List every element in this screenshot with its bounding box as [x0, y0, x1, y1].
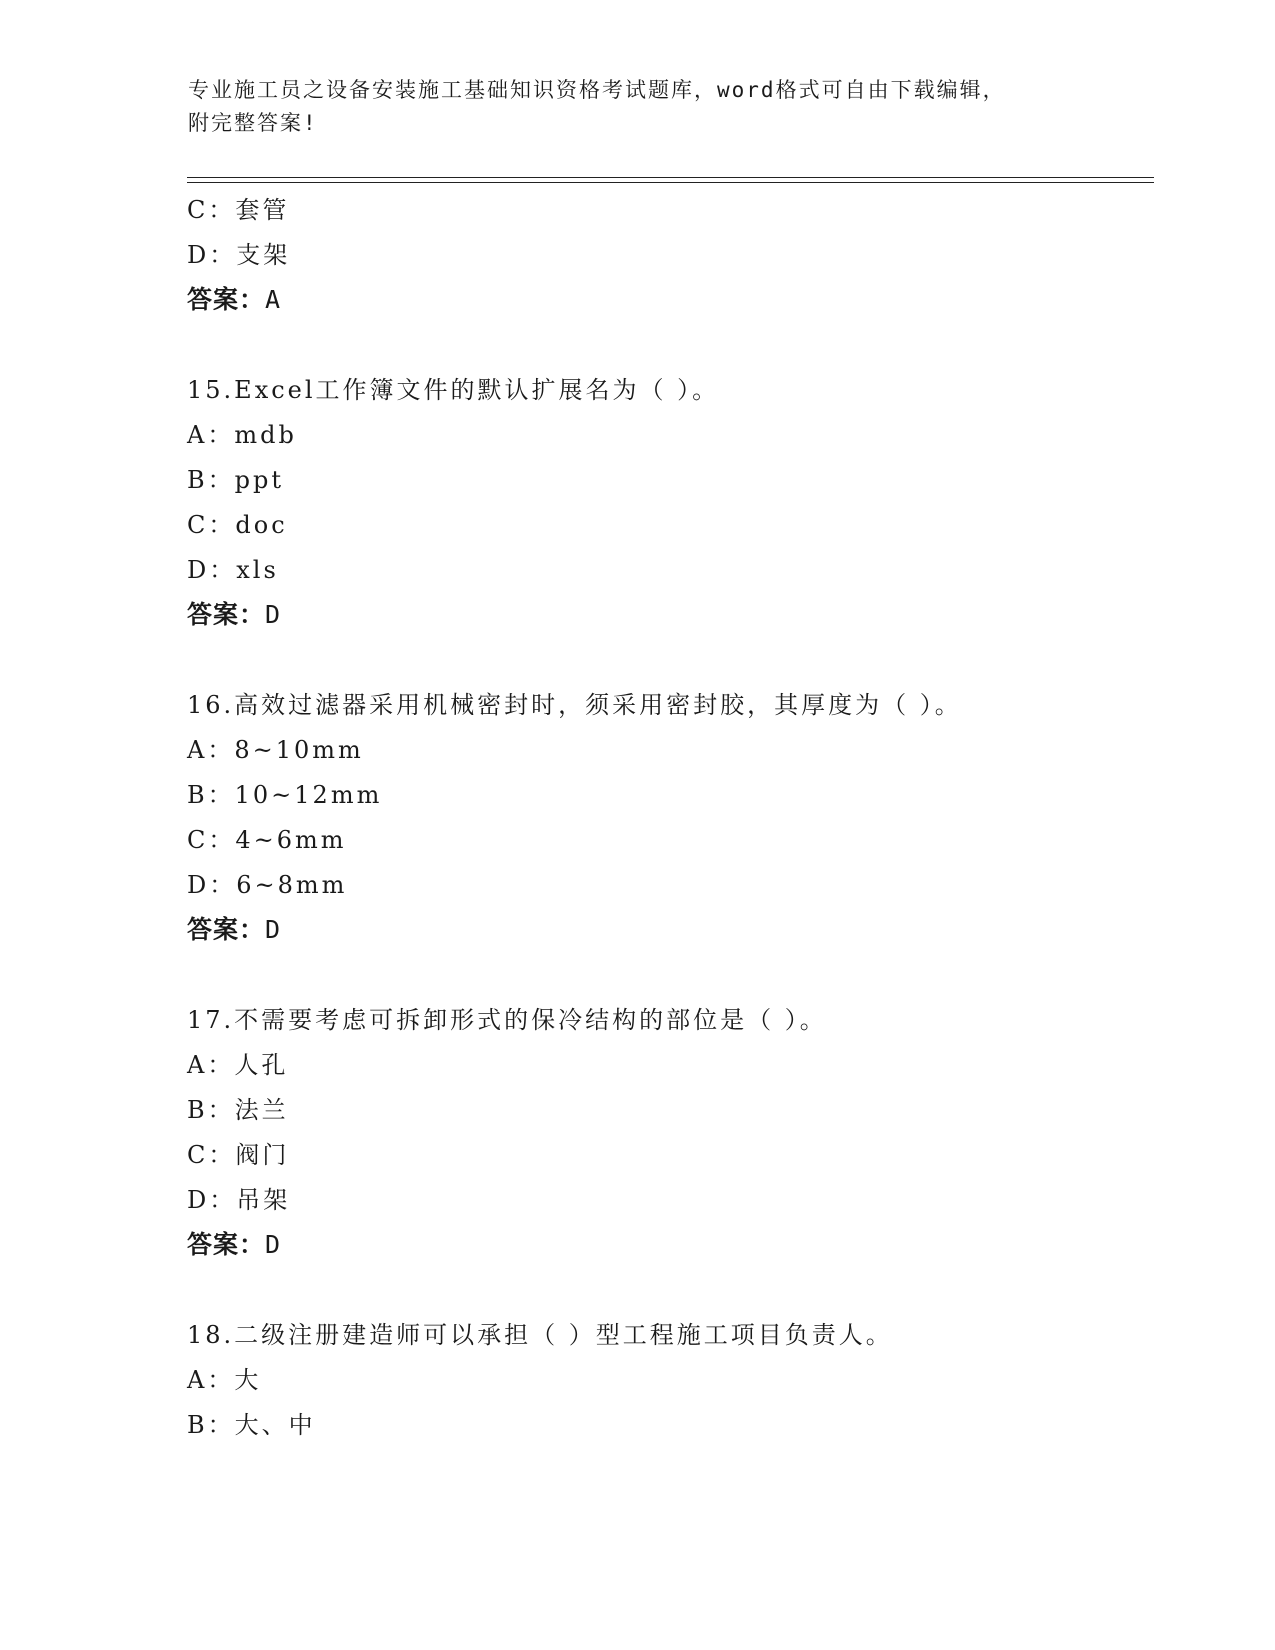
option-text: 大、中 — [234, 1411, 316, 1439]
option-letter: C： — [187, 196, 236, 224]
option-letter: C： — [187, 1141, 236, 1169]
option-text: mdb — [234, 421, 297, 449]
option-letter: B： — [187, 781, 235, 809]
option-letter: D： — [187, 241, 237, 269]
q17-option-a — [187, 1050, 288, 1080]
answer-label: 答案： — [187, 600, 266, 629]
option-text: 吊架 — [236, 1186, 291, 1214]
option-text: doc — [235, 511, 288, 539]
option-letter: A： — [187, 736, 235, 764]
q16-answer — [187, 915, 281, 945]
q16-question: 16.高效过滤器采用机械密封时，须采用密封胶，其厚度为（ ）。 — [187, 691, 962, 719]
answer-value: D — [265, 915, 282, 944]
answer-label: 答案： — [187, 1230, 266, 1259]
q15-option-c — [187, 510, 288, 540]
answer-label: 答案： — [187, 285, 266, 314]
q18-option-b — [187, 1410, 316, 1440]
header-divider-bottom — [187, 182, 1154, 183]
option-letter: D： — [187, 871, 237, 899]
option-text: ppt — [234, 466, 285, 494]
answer-value: D — [265, 1230, 282, 1259]
q15-answer — [187, 600, 281, 630]
q17-question: 17.不需要考虑可拆卸形式的保冷结构的部位是（ ）。 — [187, 1006, 827, 1034]
q15-option-d — [187, 555, 279, 585]
q14-option-d — [187, 240, 290, 270]
q15-option-a — [187, 420, 297, 450]
q17-answer — [187, 1230, 281, 1260]
option-text: 套管 — [235, 196, 290, 224]
option-letter: A： — [187, 1051, 235, 1079]
q14-option-c — [187, 195, 289, 225]
option-letter: B： — [187, 466, 235, 494]
option-text: 人孔 — [234, 1051, 289, 1079]
option-text: 阀门 — [235, 1141, 290, 1169]
q15-question: 15.Excel工作簿文件的默认扩展名为（ ）。 — [187, 376, 720, 404]
option-text: 法兰 — [234, 1096, 289, 1124]
q16-option-c — [187, 825, 347, 855]
option-text: 4~6mm — [235, 826, 347, 854]
option-text: 支架 — [236, 241, 291, 269]
option-letter: B： — [187, 1096, 235, 1124]
q17-option-b — [187, 1095, 289, 1125]
q18-question: 18.二级注册建造师可以承担（ ）型工程施工项目负责人。 — [187, 1321, 893, 1349]
option-letter: D： — [187, 556, 237, 584]
option-text: 6~8mm — [236, 871, 348, 899]
option-letter: D： — [187, 1186, 237, 1214]
answer-value: A — [265, 285, 282, 314]
option-letter: A： — [187, 421, 235, 449]
option-letter: C： — [187, 511, 236, 539]
q17-option-d — [187, 1185, 290, 1215]
answer-value: D — [265, 600, 282, 629]
option-text: 大 — [234, 1366, 262, 1394]
header-line-1: 专业施工员之设备安装施工基础知识资格考试题库，word格式可自由下载编辑， — [188, 78, 1006, 102]
q18-option-a — [187, 1365, 261, 1395]
q16-option-b — [187, 780, 382, 810]
document-header — [188, 74, 1078, 140]
option-text: 10~12mm — [234, 781, 383, 809]
header-divider-top — [187, 177, 1154, 178]
option-text: 8~10mm — [234, 736, 364, 764]
option-letter: C： — [187, 826, 236, 854]
q14-answer — [187, 285, 281, 315]
q17-option-c — [187, 1140, 289, 1170]
q15-option-b — [187, 465, 284, 495]
answer-label: 答案： — [187, 915, 266, 944]
option-letter: A： — [187, 1366, 235, 1394]
header-line-2: 附完整答案! — [188, 111, 318, 135]
option-letter: B： — [187, 1411, 235, 1439]
q16-option-d — [187, 870, 347, 900]
q16-option-a — [187, 735, 364, 765]
option-text: xls — [236, 556, 279, 584]
